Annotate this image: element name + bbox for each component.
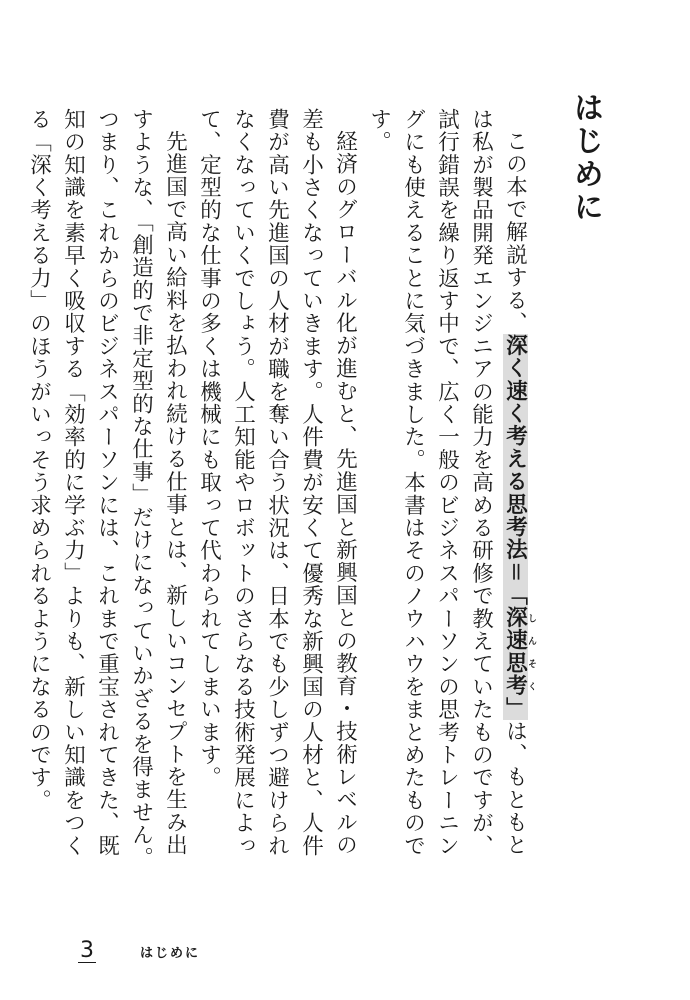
method-name-text: 深く速く考える思考法＝「	[502, 333, 528, 607]
shinsoku-term-base: 深速思考	[502, 606, 528, 698]
body-text	[22, 108, 571, 878]
paragraph-intro	[362, 108, 537, 878]
running-head: はじめに	[140, 946, 201, 961]
shinsoku-ruby: しんそく	[526, 606, 536, 698]
paragraph-future-work: 先進国で高い給料を払われ続ける仕事とは、新しいコンセプトを生み出すような、「創造的で非定型的な仕事」だけになっていかざるを得ません。つまり、これからのビジネスパーソンには、これまで重宝されてきた、既知の知識を素早く吸収する「効率的に学ぶ力」よりも、新しい知識をつくる「深く考える力」のほうがいっそう求められるようになるのです。	[26, 108, 188, 870]
intro-text-after: は、もともとは私が製品開発エンジニアの能力を高める研修で教えていたものですが、試行錯誤を繰り返す中で、広く一般のビジネスパーソンの思考トレーニングにも使えることに気づきました。本書はそのノウハウをまとめたものです。	[366, 108, 528, 858]
paragraph-globalization: 経済のグローバル化が進むと、先進国と新興国との教育・技術レベルの差も小さくなっていきます。人件費が安くて優秀な新興国の人材と、人件費が高い先進国の人材が職を奪い合う状況は、日本でも少しずつ避けられなくなっていくでしょう。人工知能やロボットのさらなる技術発展によって、定型的な仕事の多くは機械にも取って代わられてしまいます。	[196, 108, 358, 858]
shinsoku-term	[502, 606, 536, 698]
page-footer	[78, 940, 200, 963]
chapter-title: はじめに	[567, 92, 603, 224]
highlighted-method-name	[502, 333, 536, 720]
method-name-close: 」	[502, 697, 528, 720]
page-number: 3	[80, 938, 94, 963]
intro-text-before: この本で解説する、	[502, 129, 528, 334]
